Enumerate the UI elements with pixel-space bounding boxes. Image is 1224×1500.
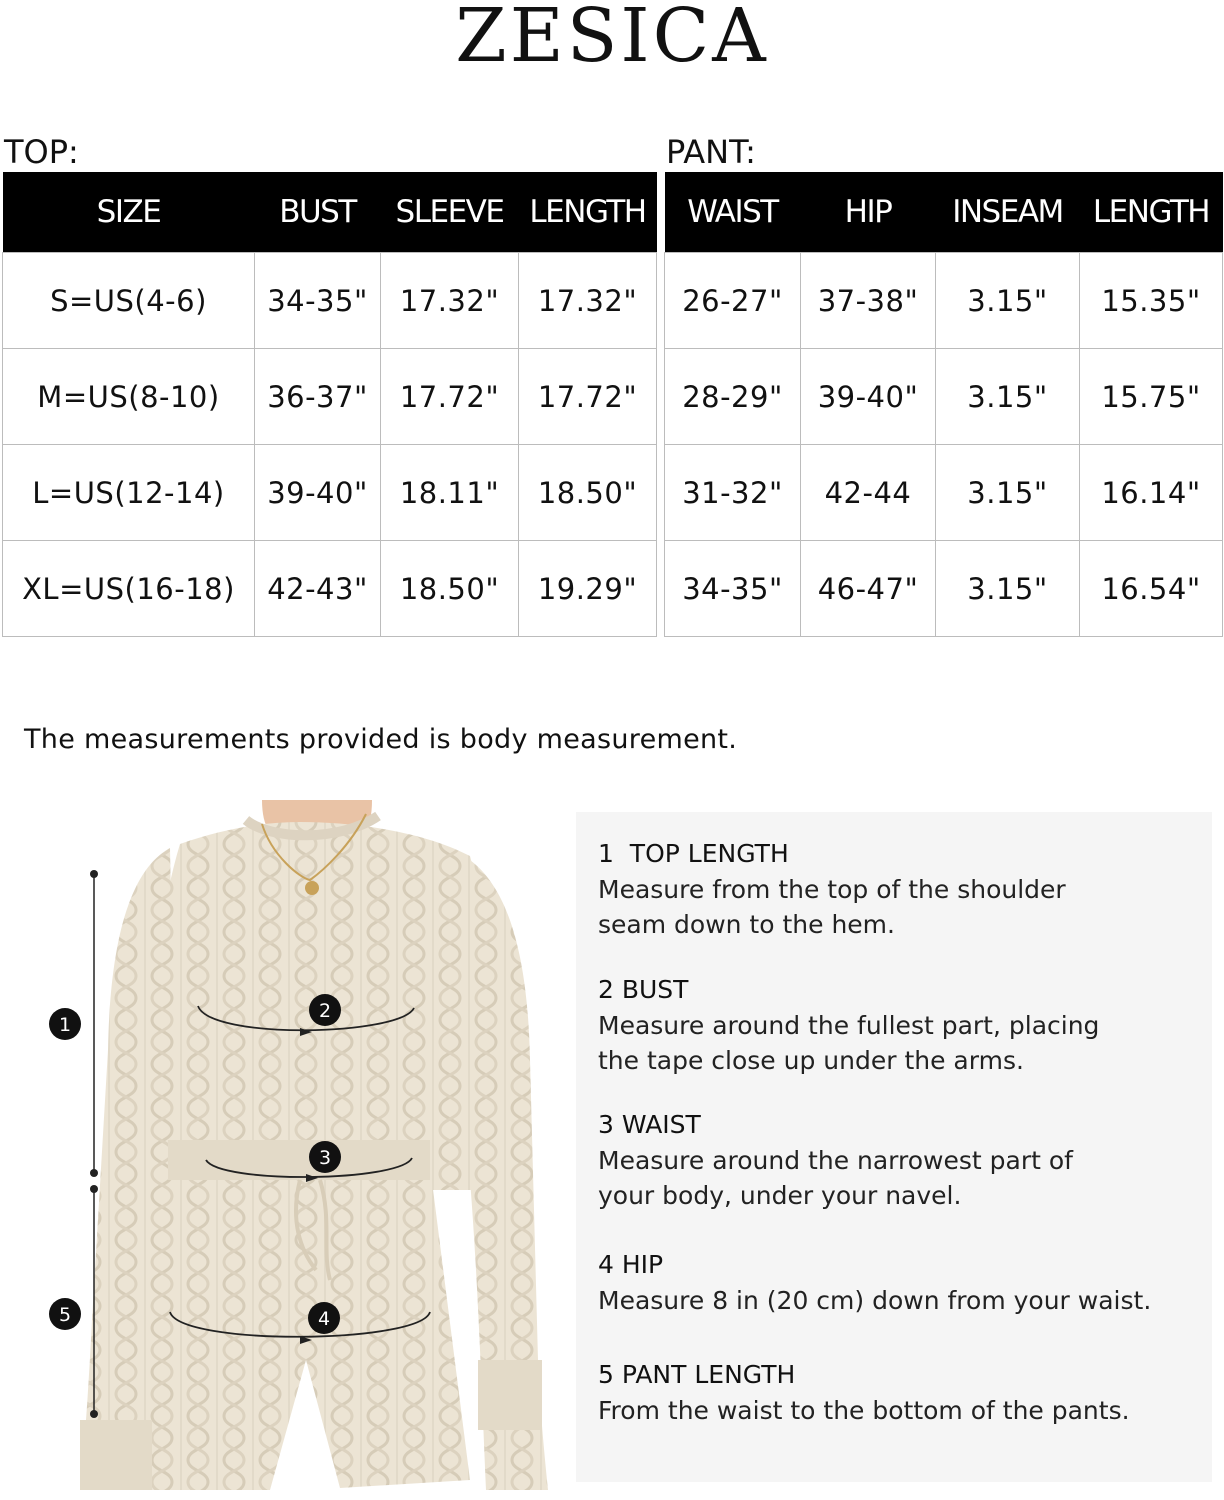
necklace-pendant [305, 881, 319, 895]
cell-sleeve: 18.50" [381, 541, 519, 637]
cell-size: XL=US(16-18) [3, 541, 255, 637]
cell-bust: 42-43" [255, 541, 381, 637]
marker-3 [309, 1141, 341, 1173]
header-length: LENGTH [1080, 172, 1223, 253]
guide-title: 5 PANT LENGTH [598, 1360, 796, 1389]
table-row [3, 253, 657, 349]
cell-inseam: 3.15" [936, 541, 1080, 637]
guide-item-hip [598, 1249, 1198, 1318]
marker-2 [309, 994, 341, 1026]
cell-inseam: 3.15" [936, 445, 1080, 541]
svg-text:5: 5 [58, 1304, 72, 1326]
cell-size: L=US(12-14) [3, 445, 255, 541]
header-hip: HIP [801, 172, 936, 253]
marker-5 [49, 1298, 81, 1330]
guide-item-top-length [598, 838, 1198, 942]
marker-1 [49, 1008, 81, 1040]
right-cuff [478, 1360, 542, 1430]
guide-title: 4 HIP [598, 1250, 664, 1279]
table-row [665, 541, 1223, 637]
cell-waist: 26-27" [665, 253, 801, 349]
cell-waist: 34-35" [665, 541, 801, 637]
header-length: LENGTH [519, 172, 657, 253]
header-bust: BUST [255, 172, 381, 253]
waistband [168, 1140, 430, 1180]
sweater-set-illustration [0, 800, 560, 1500]
cell-bust: 36-37" [255, 349, 381, 445]
cell-sleeve: 18.11" [381, 445, 519, 541]
guide-title: 1 TOP LENGTH [598, 839, 789, 868]
table-row [665, 349, 1223, 445]
table-row [3, 541, 657, 637]
header-waist: WAIST [665, 172, 801, 253]
svg-text:2: 2 [318, 1000, 332, 1022]
cell-inseam: 3.15" [936, 349, 1080, 445]
marker-4 [308, 1302, 340, 1334]
model-photo [0, 800, 560, 1500]
top-size-table [2, 172, 657, 637]
table-row [3, 445, 657, 541]
svg-text:4: 4 [317, 1308, 331, 1330]
top-table-label: TOP: [4, 133, 79, 171]
cell-bust: 39-40" [255, 445, 381, 541]
pant-size-table [664, 172, 1223, 637]
cell-hip: 39-40" [801, 349, 936, 445]
svg-text:3: 3 [318, 1147, 332, 1169]
measuring-guide-panel [576, 812, 1212, 1482]
cell-length: 17.72" [519, 349, 657, 445]
guide-item-bust [598, 974, 1198, 1078]
left-cuff [80, 1420, 152, 1490]
svg-text:1: 1 [58, 1014, 72, 1036]
guide-desc: Measure from the top of the shoulder seam down to the hem. [598, 875, 1066, 939]
cell-waist: 31-32" [665, 445, 801, 541]
brand-logo: ZESICA [455, 0, 769, 79]
cell-bust: 34-35" [255, 253, 381, 349]
cell-length: 18.50" [519, 445, 657, 541]
header-sleeve: SLEEVE [381, 172, 519, 253]
cell-waist: 28-29" [665, 349, 801, 445]
table-row [665, 445, 1223, 541]
guide-title: 3 WAIST [598, 1110, 701, 1139]
guide-desc: Measure around the narrowest part of your body, under your navel. [598, 1146, 1073, 1210]
table-row [3, 349, 657, 445]
guide-title: 2 BUST [598, 975, 689, 1004]
cell-length: 16.54" [1080, 541, 1223, 637]
cell-length: 15.35" [1080, 253, 1223, 349]
measurement-note: The measurements provided is body measurement. [24, 724, 738, 755]
cell-inseam: 3.15" [936, 253, 1080, 349]
cell-length: 19.29" [519, 541, 657, 637]
guide-desc: From the waist to the bottom of the pants. [598, 1396, 1130, 1425]
guide-item-pant-length [598, 1359, 1198, 1428]
cell-length: 17.32" [519, 253, 657, 349]
header-size: SIZE [3, 172, 255, 253]
header-inseam: INSEAM [936, 172, 1080, 253]
cell-hip: 42-44 [801, 445, 936, 541]
guide-desc: Measure around the fullest part, placing the tape close up under the arms. [598, 1011, 1100, 1075]
table-header-row [665, 172, 1223, 253]
cell-hip: 46-47" [801, 541, 936, 637]
cell-size: S=US(4-6) [3, 253, 255, 349]
pant-table-label: PANT: [666, 133, 756, 171]
table-header-row [3, 172, 657, 253]
guide-item-waist [598, 1109, 1198, 1213]
guide-desc: Measure 8 in (20 cm) down from your waist. [598, 1286, 1152, 1315]
cell-size: M=US(8-10) [3, 349, 255, 445]
cell-hip: 37-38" [801, 253, 936, 349]
cell-sleeve: 17.32" [381, 253, 519, 349]
cell-length: 15.75" [1080, 349, 1223, 445]
cell-length: 16.14" [1080, 445, 1223, 541]
cell-sleeve: 17.72" [381, 349, 519, 445]
table-row [665, 253, 1223, 349]
